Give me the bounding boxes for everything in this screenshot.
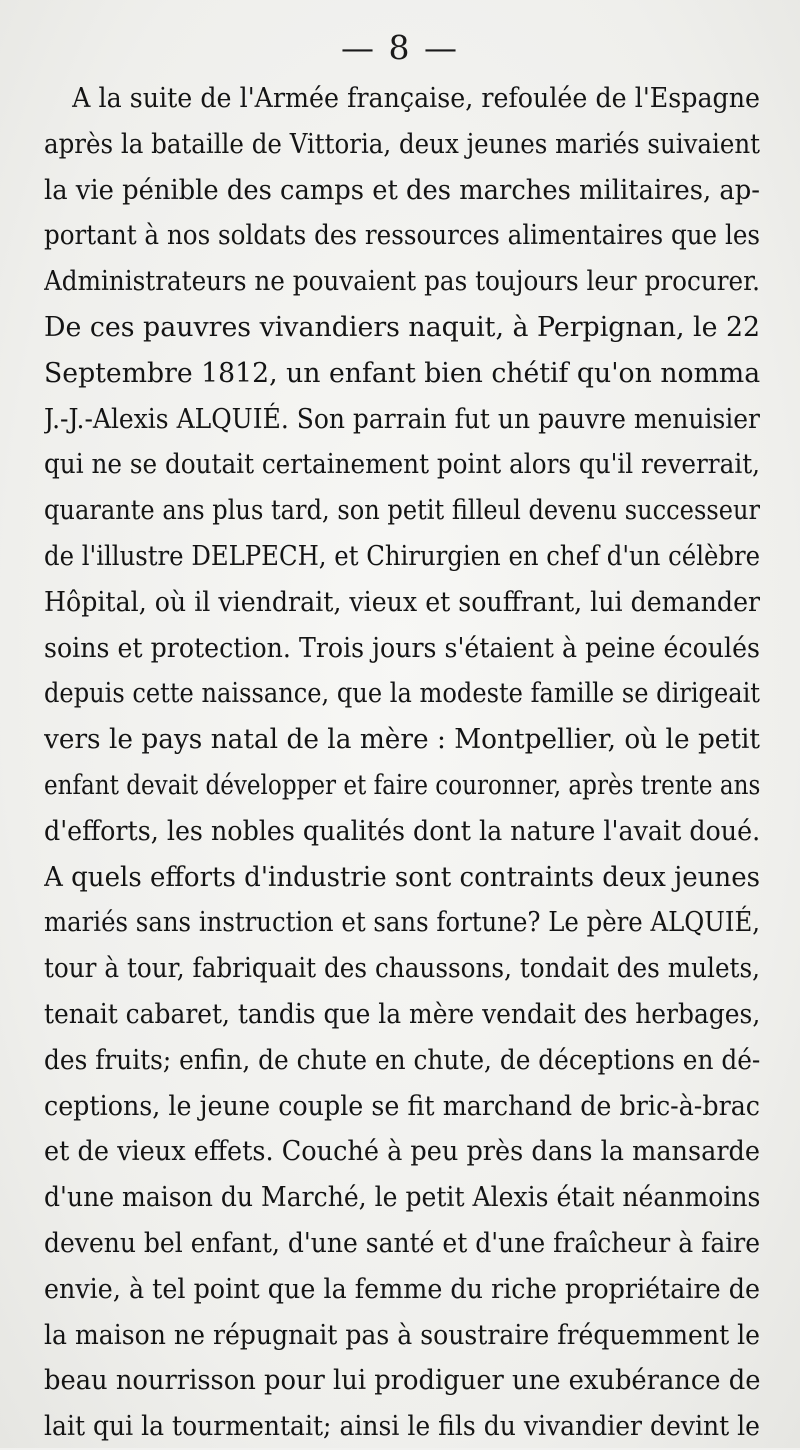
text-line: mariés sans instruction et sans fortune? Le père ALQUIÉ,	[44, 907, 760, 939]
body-text	[44, 76, 760, 1450]
text-line: Administrateurs ne pouvaient pas toujours leur procurer.	[44, 266, 760, 298]
text-line: après la bataille de Vittoria, deux jeunes mariés suivaient	[44, 128, 760, 160]
text-line: la vie pénible des camps et des marches militaires, ap-	[44, 174, 760, 206]
text-line: des fruits; enfin, de chute en chute, de déceptions en dé-	[44, 1044, 760, 1076]
text-line: soins et protection. Trois jours s'étaient à peine écoulés	[44, 632, 760, 664]
text-line: J.-J.-Alexis ALQUIÉ. Son parrain fut un pauvre menuisier	[44, 403, 760, 435]
text-line: vers le pays natal de la mère : Montpellier, où le petit	[44, 724, 760, 756]
text-line: enfant devait développer et faire couronner, après trente ans	[44, 769, 760, 801]
text-line: qui ne se doutait certainement point alors qu'il reverrait,	[44, 449, 760, 481]
text-line: de l'illustre DELPECH, et Chirurgien en chef d'un célèbre	[44, 540, 760, 572]
text-line: la maison ne répugnait pas à soustraire fréquemment le	[44, 1319, 760, 1351]
text-line: envie, à tel point que la femme du riche propriétaire de	[44, 1273, 760, 1305]
text-line: Septembre 1812, un enfant bien chétif qu'on nomma	[44, 357, 760, 389]
text-line: portant à nos soldats des ressources alimentaires que les	[44, 220, 760, 252]
text-line: et de vieux effets. Couché à peu près dans la mansarde	[44, 1136, 760, 1168]
page-number: — 8 —	[341, 28, 459, 67]
text-line: ceptions, le jeune couple se fit marchand de bric-à-brac	[44, 1090, 760, 1122]
text-line: depuis cette naissance, que la modeste famille se dirigeait	[44, 678, 760, 710]
text-line: devenu bel enfant, d'une santé et d'une fraîcheur à faire	[44, 1227, 760, 1259]
text-line: Hôpital, où il viendrait, vieux et souffrant, lui demander	[44, 586, 760, 618]
text-line: d'efforts, les nobles qualités dont la nature l'avait doué.	[44, 815, 760, 847]
text-line: A quels efforts d'industrie sont contraints deux jeunes	[44, 861, 760, 893]
text-line: beau nourrisson pour lui prodiguer une exubérance de	[44, 1365, 760, 1397]
text-line: A la suite de l'Armée française, refoulée de l'Espagne	[72, 83, 760, 114]
text-line: d'une maison du Marché, le petit Alexis était néanmoins	[44, 1182, 760, 1214]
text-line: tenait cabaret, tandis que la mère vendait des herbages,	[44, 998, 760, 1030]
text-line: quarante ans plus tard, son petit filleul devenu successeur	[44, 495, 760, 527]
text-line: lait qui la tourmentait; ainsi le fils du vivandier devint le	[44, 1411, 760, 1443]
text-line: tour à tour, fabriquait des chaussons, tondait des mulets,	[44, 953, 760, 985]
text-line: De ces pauvres vivandiers naquit, à Perpignan, le 22	[44, 311, 760, 343]
